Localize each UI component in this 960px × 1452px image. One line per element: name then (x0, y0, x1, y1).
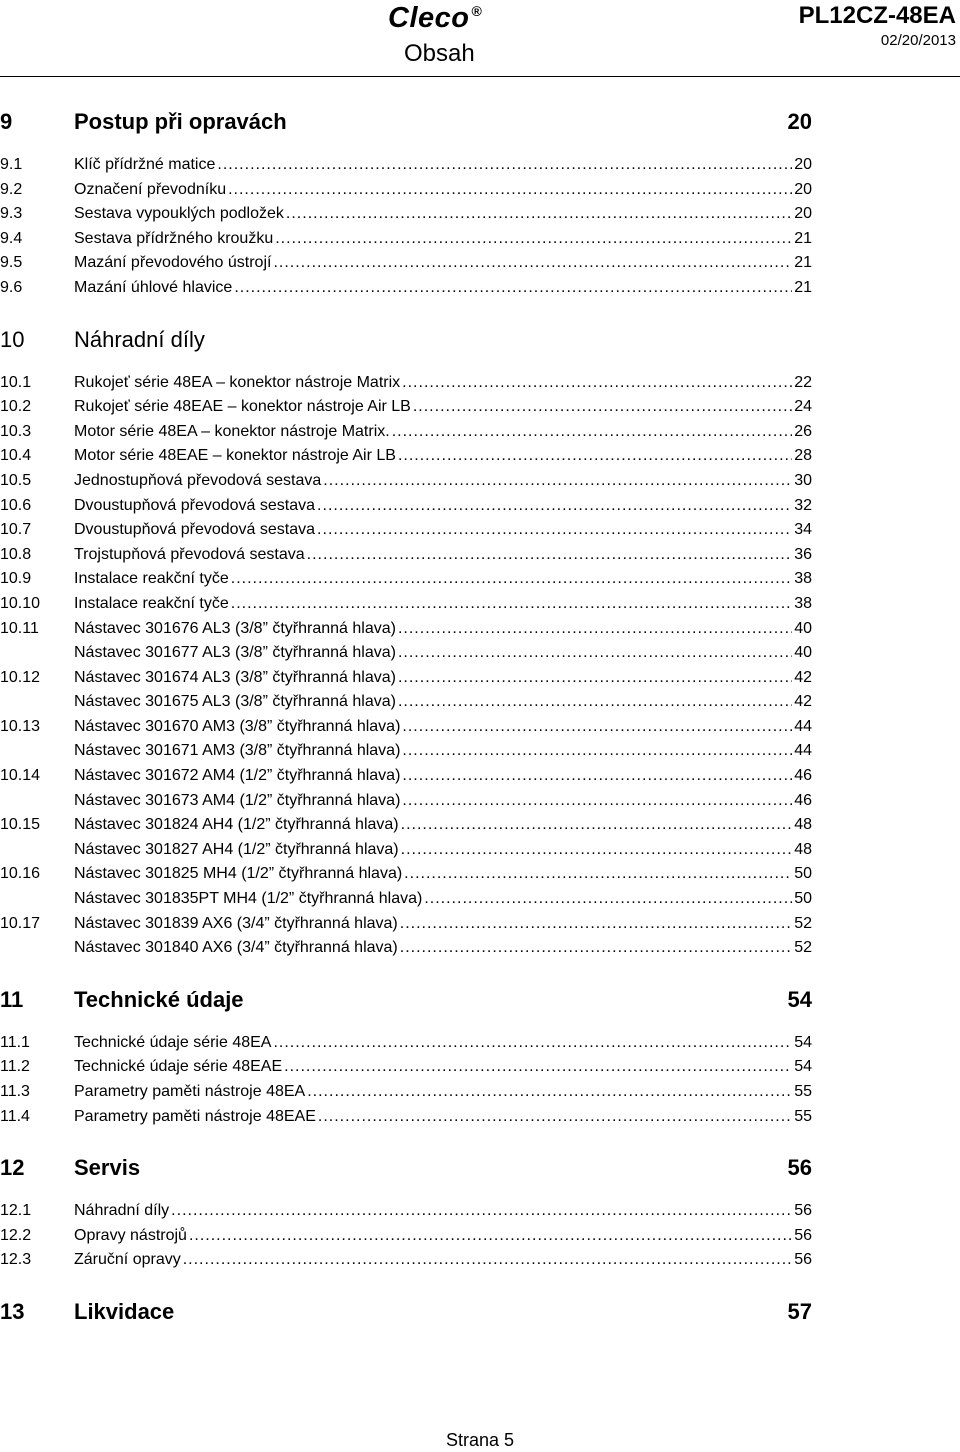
dot-leader (398, 690, 792, 715)
toc-entry[interactable] (0, 567, 812, 592)
entry-title: Instalace reakční tyče (74, 594, 229, 612)
page-title: Obsah (404, 40, 475, 67)
toc-entry[interactable] (0, 838, 812, 863)
entry-number: 9.1 (0, 156, 23, 173)
entry-page: 38 (794, 570, 812, 588)
entry-body (74, 395, 812, 420)
entry-page: 24 (794, 398, 812, 416)
dot-leader (413, 395, 792, 420)
toc-entry[interactable] (0, 1055, 812, 1080)
entry-body (74, 178, 812, 203)
dot-leader (307, 1080, 792, 1105)
dot-leader (400, 912, 792, 937)
toc-entry[interactable] (0, 420, 812, 445)
dot-leader (273, 251, 792, 276)
chapter-number: 10 (0, 326, 25, 352)
entry-title: Nástavec 301674 AL3 (3/8” čtyřhranná hlava) (74, 668, 396, 686)
entry-page: 32 (794, 496, 812, 514)
entry-page: 21 (794, 254, 812, 272)
entry-body (74, 1105, 812, 1130)
entry-number: 10.8 (0, 545, 32, 563)
entry-number: 11.1 (0, 1033, 30, 1051)
entry-page: 48 (794, 840, 812, 858)
entry-title: Mazání úhlové hlavice (74, 278, 233, 296)
dot-leader (273, 1031, 792, 1056)
dot-leader (402, 739, 792, 764)
toc-chapter[interactable] (0, 321, 812, 361)
entry-title: Nástavec 301670 AM3 (3/8” čtyřhranná hlava) (74, 717, 401, 735)
dot-leader (402, 715, 792, 740)
toc-entry[interactable] (0, 739, 812, 764)
entry-page: 46 (794, 767, 812, 785)
toc-entry[interactable] (0, 1105, 812, 1130)
entry-number: 10.14 (0, 767, 41, 785)
entry-body (74, 1055, 812, 1080)
entry-title: Nástavec 301677 AL3 (3/8” čtyřhranná hlava) (74, 644, 396, 662)
toc-entry[interactable] (0, 715, 812, 740)
entry-page: 30 (794, 471, 812, 489)
entry-body (74, 1031, 812, 1056)
entry-title: Nástavec 301840 AX6 (3/4” čtyřhranná hlava) (74, 939, 398, 957)
dot-leader (398, 444, 792, 469)
chapter-number: 11 (0, 986, 24, 1012)
entry-number: 10.16 (0, 865, 41, 883)
entry-page: 26 (794, 422, 812, 440)
toc-entry[interactable] (0, 1199, 812, 1224)
entry-number: 11.4 (0, 1107, 30, 1125)
entry-title: Rukojeť série 48EAE – konektor nástroje Air LB (74, 398, 411, 416)
entry-number: 9.2 (0, 180, 23, 198)
entry-body (74, 887, 812, 912)
dot-leader (400, 936, 792, 961)
dot-leader (284, 1055, 792, 1080)
entry-body (74, 764, 812, 789)
entry-body (74, 567, 812, 592)
entry-body (74, 543, 812, 568)
entry-title: Opravy nástrojů (74, 1226, 187, 1244)
entry-body (74, 739, 812, 764)
entry-title: Nástavec 301824 AH4 (1/2” čtyřhranná hlava) (74, 816, 399, 834)
entry-title: Parametry paměti nástroje 48EAE (74, 1107, 316, 1125)
toc-entry[interactable] (0, 395, 812, 420)
entry-title: Nástavec 301827 AH4 (1/2” čtyřhranná hlava) (74, 840, 399, 858)
entry-title: Nástavec 301825 MH4 (1/2” čtyřhranná hlava) (74, 865, 403, 883)
entry-number: 10.3 (0, 422, 32, 440)
entry-title: Nástavec 301672 AM4 (1/2” čtyřhranná hlava) (74, 767, 401, 785)
entry-number: 9.6 (0, 278, 23, 296)
dot-leader (317, 494, 792, 519)
toc-chapter[interactable] (0, 1149, 812, 1189)
entry-page: 56 (794, 1202, 812, 1220)
toc-chapter[interactable] (0, 981, 812, 1021)
toc-entry[interactable] (0, 666, 812, 691)
toc-entry[interactable] (0, 813, 812, 838)
entry-page: 54 (794, 1058, 812, 1076)
dot-leader (398, 666, 792, 691)
toc-entry[interactable] (0, 251, 812, 276)
entry-page: 48 (794, 816, 812, 834)
entry-page: 21 (794, 229, 812, 247)
entry-number: 10.5 (0, 471, 32, 489)
entry-title: Záruční opravy (74, 1251, 181, 1269)
dot-leader (231, 592, 792, 617)
entry-body (74, 641, 812, 666)
chapter-title: Likvidace (74, 1298, 175, 1324)
entry-body (74, 936, 812, 961)
entry-title: Trojstupňová převodová sestava (74, 545, 305, 563)
entry-title: Technické údaje série 48EAE (74, 1058, 283, 1076)
toc-entry[interactable] (0, 1080, 812, 1105)
entry-title: Klíč přídržné matice (74, 156, 216, 173)
dot-leader (318, 1105, 792, 1130)
entry-page: 40 (794, 644, 812, 662)
chapter-page: 57 (787, 1298, 812, 1324)
entry-number: 10.13 (0, 717, 41, 735)
entry-number: 10.1 (0, 373, 32, 391)
entry-title: Motor série 48EAE – konektor nástroje Air LB (74, 447, 396, 465)
entry-body (74, 592, 812, 617)
entry-page: 20 (794, 156, 812, 173)
toc-entry[interactable] (0, 592, 812, 617)
toc-entry[interactable] (0, 789, 812, 814)
toc-entry[interactable] (0, 1224, 812, 1249)
entry-body (74, 251, 812, 276)
dot-leader (217, 153, 792, 178)
entry-number: 10.15 (0, 816, 41, 834)
dot-leader (231, 567, 792, 592)
toc-entry[interactable] (0, 178, 812, 203)
dot-leader (323, 469, 792, 494)
entry-title: Nástavec 301673 AM4 (1/2” čtyřhranná hlava) (74, 791, 401, 809)
toc-entry[interactable] (0, 912, 812, 937)
entry-page: 55 (794, 1107, 812, 1125)
entry-page: 22 (794, 373, 812, 391)
chapter-title: Postup při opravách (74, 109, 287, 134)
toc-entry[interactable] (0, 469, 812, 494)
dot-leader (286, 202, 792, 227)
entry-number: 10.7 (0, 521, 32, 539)
toc-entry[interactable] (0, 862, 812, 887)
entry-title: Nástavec 301671 AM3 (3/8” čtyřhranná hlava) (74, 742, 401, 760)
chapter-number: 9 (0, 109, 13, 134)
entry-title: Dvoustupňová převodová sestava (74, 496, 316, 514)
toc-entry[interactable] (0, 202, 812, 227)
entry-page: 52 (794, 914, 812, 932)
dot-leader (392, 420, 793, 445)
dot-leader (228, 178, 792, 203)
entry-title: Sestava přídržného kroužku (74, 229, 274, 247)
entry-title: Nástavec 301675 AL3 (3/8” čtyřhranná hlava) (74, 693, 396, 711)
header-brand (388, 2, 482, 35)
model-number: PL12CZ-48EA (798, 2, 956, 29)
entry-page: 55 (794, 1083, 812, 1100)
toc-entry[interactable] (0, 518, 812, 543)
dot-leader (183, 1248, 792, 1273)
entry-title: Označení převodníku (74, 180, 227, 198)
entry-body (74, 153, 812, 178)
entry-title: Nástavec 301835PT MH4 (1/2” čtyřhranná hlava) (74, 890, 423, 908)
page-footer: Strana 5 (445, 1430, 515, 1450)
dot-leader (402, 764, 792, 789)
entry-number: 10.17 (0, 914, 41, 932)
entry-page: 46 (794, 791, 812, 809)
entry-body (74, 666, 812, 691)
toc-entry[interactable] (0, 276, 812, 301)
entry-title: Instalace reakční tyče (74, 570, 229, 588)
chapter-title: Technické údaje (74, 986, 244, 1012)
entry-number: 12.1 (0, 1202, 32, 1220)
dot-leader (171, 1199, 792, 1224)
toc-entry[interactable] (0, 444, 812, 469)
entry-body (74, 838, 812, 863)
entry-body (74, 1224, 812, 1249)
dot-leader (402, 789, 792, 814)
entry-page: 42 (794, 668, 812, 686)
entry-page: 40 (794, 619, 812, 637)
entry-body (74, 1199, 812, 1224)
entry-number: 11.2 (0, 1058, 30, 1076)
entry-number: 12.3 (0, 1251, 32, 1269)
toc-chapter[interactable] (0, 103, 812, 143)
chapter-page: 20 (787, 109, 812, 134)
toc-entry[interactable] (0, 1248, 812, 1273)
entry-page: 44 (794, 742, 812, 760)
entry-body (74, 617, 812, 642)
entry-page: 56 (794, 1226, 812, 1244)
entry-number: 10.4 (0, 447, 32, 465)
entry-number: 10.11 (0, 619, 39, 637)
chapter-page: 54 (787, 986, 812, 1012)
entry-page: 34 (794, 521, 812, 539)
entry-body (74, 444, 812, 469)
entry-title: Sestava vypouklých podložek (74, 205, 284, 223)
entry-page: 50 (794, 890, 812, 908)
entry-title: Parametry paměti nástroje 48EA (74, 1083, 306, 1100)
entry-body (74, 1248, 812, 1273)
toc-entry[interactable] (0, 494, 812, 519)
entry-number: 10.9 (0, 570, 32, 588)
toc-entry[interactable] (0, 371, 812, 396)
entry-body (74, 494, 812, 519)
toc-entry[interactable] (0, 227, 812, 252)
entry-page: 21 (794, 278, 812, 296)
entry-body (74, 276, 812, 301)
entry-body (74, 1080, 812, 1105)
entry-number: 9.4 (0, 229, 23, 247)
dot-leader (398, 641, 792, 666)
chapter-number: 13 (0, 1298, 25, 1324)
chapter-number: 12 (0, 1155, 25, 1181)
entry-page: 20 (794, 205, 812, 223)
table-of-contents (0, 103, 812, 1343)
chapter-page: 56 (787, 1155, 812, 1181)
entry-body (74, 690, 812, 715)
dot-leader (307, 543, 793, 568)
entry-body (74, 862, 812, 887)
entry-number: 10.6 (0, 496, 32, 514)
entry-page: 50 (794, 865, 812, 883)
entry-body (74, 813, 812, 838)
document-date: 02/20/2013 (880, 32, 956, 49)
registered-mark: ® (471, 3, 483, 20)
toc-entry[interactable] (0, 887, 812, 912)
toc-entry[interactable] (0, 617, 812, 642)
entry-title: Jednostupňová převodová sestava (74, 471, 322, 489)
entry-number: 10.10 (0, 594, 41, 612)
dot-leader (424, 887, 792, 912)
chapter-title: Servis (74, 1155, 141, 1181)
dot-leader (234, 276, 792, 301)
entry-page: 42 (794, 693, 812, 711)
entry-number: 9.5 (0, 254, 23, 272)
toc-entry[interactable] (0, 641, 812, 666)
entry-body (74, 789, 812, 814)
entry-body (74, 912, 812, 937)
entry-title: Náhradní díly (74, 1202, 170, 1220)
entry-title: Nástavec 301676 AL3 (3/8” čtyřhranná hlava) (74, 619, 396, 637)
entry-body (74, 371, 812, 396)
entry-body (74, 227, 812, 252)
dot-leader (189, 1224, 792, 1249)
entry-title: Technické údaje série 48EA (74, 1033, 272, 1051)
toc-entry[interactable] (0, 1031, 812, 1056)
entry-body (74, 518, 812, 543)
entry-number: 12.2 (0, 1226, 32, 1244)
entry-body (74, 469, 812, 494)
entry-page: 56 (794, 1251, 812, 1269)
entry-title: Nástavec 301839 AX6 (3/4” čtyřhranná hlava) (74, 914, 398, 932)
toc-entry[interactable] (0, 690, 812, 715)
brand-name: Cleco (388, 2, 470, 34)
toc-entry[interactable] (0, 543, 812, 568)
dot-leader (275, 227, 792, 252)
toc-entry[interactable] (0, 153, 812, 178)
entry-body (74, 715, 812, 740)
entry-page: 52 (794, 939, 812, 957)
entry-page: 44 (794, 717, 812, 735)
dot-leader (401, 813, 793, 838)
header-divider (0, 76, 960, 77)
entry-title: Mazání převodového ústrojí (74, 254, 272, 272)
entry-title: Rukojeť série 48EA – konektor nástroje Matrix (74, 373, 401, 391)
entry-number: 10.2 (0, 398, 32, 416)
entry-body (74, 202, 812, 227)
dot-leader (398, 617, 792, 642)
toc-entry[interactable] (0, 764, 812, 789)
dot-leader (402, 371, 792, 396)
toc-chapter[interactable] (0, 1293, 812, 1333)
entry-page: 28 (794, 447, 812, 465)
toc-entry[interactable] (0, 936, 812, 961)
entry-number: 9.3 (0, 205, 23, 223)
dot-leader (401, 838, 793, 863)
entry-page: 20 (794, 180, 812, 198)
entry-page: 38 (794, 594, 812, 612)
chapter-title: Náhradní díly (74, 326, 205, 352)
entry-page: 54 (794, 1033, 812, 1051)
dot-leader (404, 862, 792, 887)
entry-number: 10.12 (0, 668, 41, 686)
entry-title: Motor série 48EA – konektor nástroje Matrix. (74, 422, 390, 440)
entry-number: 11.3 (0, 1083, 30, 1100)
entry-title: Dvoustupňová převodová sestava (74, 521, 316, 539)
entry-body (74, 420, 812, 445)
entry-page: 36 (794, 545, 812, 563)
dot-leader (317, 518, 792, 543)
